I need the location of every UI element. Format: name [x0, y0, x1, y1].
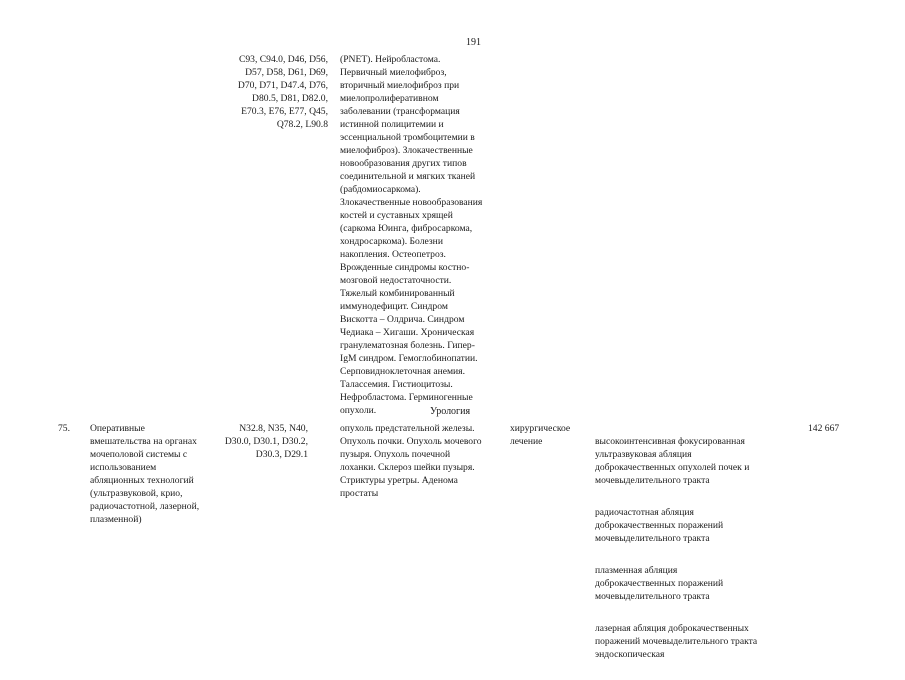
row-number: 75. [58, 423, 70, 434]
diagnosis-codes: N32.8, N35, N40, D30.0, D30.1, D30.2, D30.3, D29.1 [224, 423, 308, 460]
treatment-methods [595, 422, 800, 680]
treatment-type: хирургическое лечение [510, 423, 571, 447]
method-item: плазменная абляция доброкачественных поражений мочевыделительного тракта [595, 565, 724, 602]
disease-description: опухоль предстательной железы. Опухоль почки. Опухоль мочевого пузыря. Опухоль почечной лоханки. Склероз шейки пузыря. Стриктуры уретры. Аденома простаты [340, 423, 482, 499]
method-item: высокоинтенсивная фокусированная ультразвуковая абляция доброкачественных опухолей почек и мочевыделительного тракта [595, 436, 750, 486]
method-item: радиочастотная абляция доброкачественных поражений мочевыделительного тракта [595, 507, 724, 544]
procedure-name: Оперативные вмешательства на органах мочеполовой системы с использованием абляционных технологий (ультразвуковой, крио, радиочастотной, лазерной, плазменной) [90, 423, 200, 525]
section-title: Урология [430, 406, 471, 417]
price-value: 142 667 [808, 423, 840, 434]
page-number: 191 [466, 37, 481, 48]
continued-disease-description: (PNET). Нейробластома. Первичный миелофиброз, вторичный миелофиброз при миелопролиферативном заболевании (трансформация истинной полицитемии и эссенциальной тромбоцитемии в миелофиброз). Злокачественные новообразования других типов соединительной и мягких тканей (рабдомиосаркома). Злокачественные новообразования костей и суставных хрящей (саркома Юинга, фибросаркома, хондросаркома). Болезни накопления. Остеопетроз. Врожденные синдромы костно- мозговой недостаточности. Тяжелый комбинированный иммунодефицит. Синдром Вискотта – Олдрича. Синдром Чедиака – Хигаши. Хроническая гранулематозная болезнь. Гипер- IgM синдром. Гемоглобинопатии. Серповидноклеточная анемия. Талассемия. Гистиоцитозы. Нефробластома. Герминогенные опухоли. [340, 54, 483, 416]
continued-diagnosis-codes: C93, C94.0, D46, D56, D57, D58, D61, D69, D70, D71, D47.4, D76, D80.5, D81, D82.0, E70.3, E76, E77, Q45, Q78.2, L90.8 [237, 54, 328, 130]
method-item: лазерная абляция доброкачественных поражений мочевыделительного тракта эндоскопическая [595, 623, 758, 660]
